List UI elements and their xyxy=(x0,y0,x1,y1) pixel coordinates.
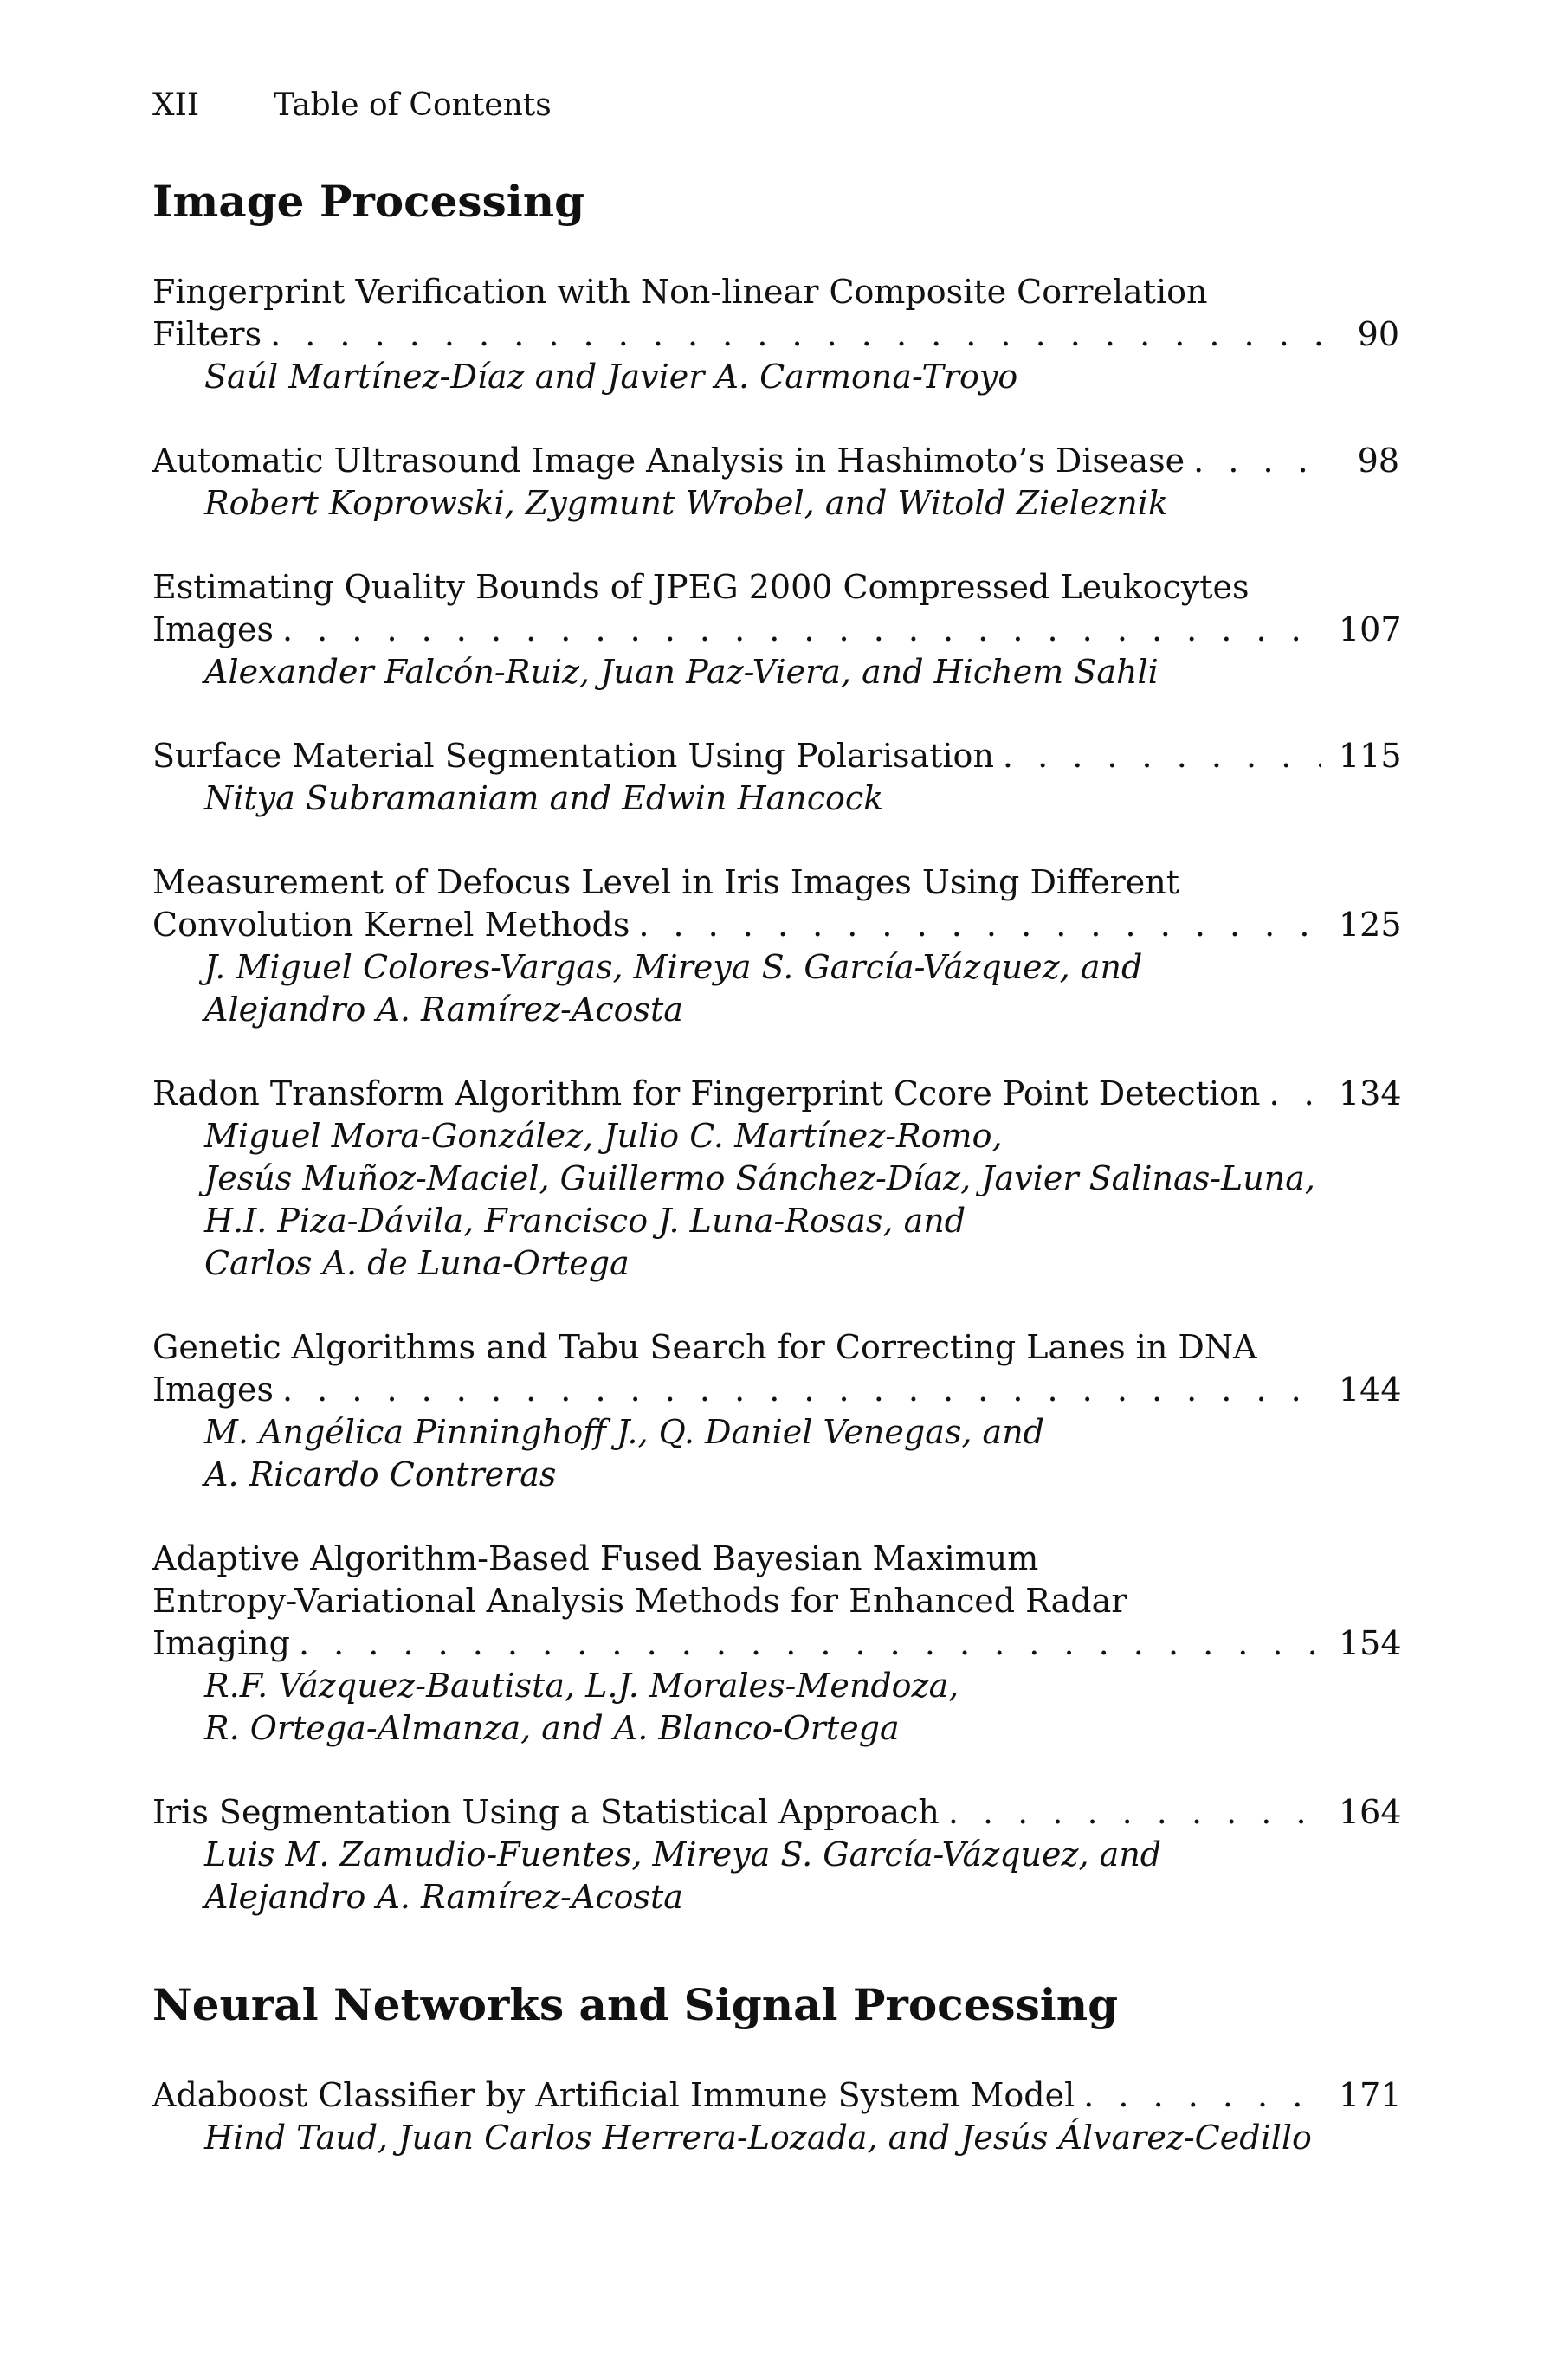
entry-title-line: Adaptive Algorithm-Based Fused Bayesian Maximum xyxy=(152,1539,1039,1578)
author-line: Miguel Mora-González, Julio C. Martínez-Romo, xyxy=(204,1117,1003,1156)
dot-leader xyxy=(270,313,1321,356)
entry-title-last-line xyxy=(152,609,1402,651)
author-line: Robert Koprowski, Zygmunt Wrobel, and Witold Zieleznik xyxy=(204,484,1168,523)
header-page-number: XII xyxy=(152,87,200,123)
dot-leader xyxy=(1269,1073,1321,1115)
entry-title-text: Radon Transform Algorithm for Fingerprint Ccore Point Detection xyxy=(152,1074,1261,1113)
entry-authors xyxy=(152,482,1399,525)
entry-title-last-line xyxy=(152,2074,1402,2117)
toc-entry[interactable] xyxy=(152,566,1402,693)
dot-leader xyxy=(1193,440,1321,482)
toc-entry[interactable] xyxy=(152,2074,1402,2159)
entry-title-text: Automatic Ultrasound Image Analysis in Hashimoto’s Disease xyxy=(152,442,1185,481)
entry-title-last-line xyxy=(152,1369,1402,1411)
dot-leader xyxy=(1003,735,1321,777)
toc-entry[interactable] xyxy=(152,1791,1402,1919)
toc-entry[interactable] xyxy=(152,861,1402,1031)
toc-entry[interactable] xyxy=(152,1326,1402,1496)
entry-authors xyxy=(152,2117,1399,2159)
entry-title-last-line xyxy=(152,313,1399,356)
section-title: Image Processing xyxy=(152,176,585,228)
author-line: Nitya Subramaniam and Edwin Hancock xyxy=(204,779,884,818)
entry-title-last-line xyxy=(152,1791,1402,1834)
entry-page-number: 164 xyxy=(1339,1793,1402,1832)
entry-title-last-line xyxy=(152,904,1402,946)
entry-page-number: 90 xyxy=(1357,315,1399,354)
entry-authors xyxy=(152,356,1399,398)
entry-title-line: Fingerprint Verification with Non-linear Composite Correlation xyxy=(152,273,1208,312)
entry-authors xyxy=(152,1411,1399,1496)
dot-leader xyxy=(948,1791,1321,1834)
author-line: A. Ricardo Contreras xyxy=(204,1455,557,1494)
entry-page-number: 125 xyxy=(1339,906,1402,945)
entry-authors xyxy=(152,1115,1399,1285)
toc-entry[interactable] xyxy=(152,271,1399,398)
dot-leader xyxy=(299,1622,1321,1665)
author-line: Luis M. Zamudio-Fuentes, Mireya S. García-Vázquez, and xyxy=(204,1835,1162,1874)
entry-title-line: Entropy-Variational Analysis Methods for Enhanced Radar xyxy=(152,1582,1127,1621)
author-line: Hind Taud, Juan Carlos Herrera-Lozada, and Jesús Álvarez-Cedillo xyxy=(204,2119,1312,2157)
header-running-title: Table of Contents xyxy=(274,87,552,123)
entry-title-last-line xyxy=(152,440,1399,482)
entry-authors xyxy=(152,946,1399,1031)
toc-entry[interactable] xyxy=(152,1073,1402,1285)
entry-page-number: 107 xyxy=(1339,610,1402,649)
entry-title-text: Images xyxy=(152,610,274,649)
entry-authors xyxy=(152,1665,1399,1750)
entry-page-number: 115 xyxy=(1339,737,1402,776)
running-header xyxy=(152,87,1399,124)
entry-title-line: Genetic Algorithms and Tabu Search for Correcting Lanes in DNA xyxy=(152,1328,1257,1367)
section-title: Neural Networks and Signal Processing xyxy=(152,1979,1119,2031)
entry-title-text: Imaging xyxy=(152,1624,290,1663)
entry-title-last-line xyxy=(152,1073,1402,1115)
entry-authors xyxy=(152,1834,1399,1919)
author-line: J. Miguel Colores-Vargas, Mireya S. García-Vázquez, and xyxy=(204,948,1143,987)
toc-entry[interactable] xyxy=(152,735,1402,820)
toc-body xyxy=(152,176,1402,2159)
dot-leader xyxy=(1083,2074,1321,2117)
author-line: Alexander Falcón-Ruiz, Juan Paz-Viera, and Hichem Sahli xyxy=(204,653,1159,692)
entry-title-text: Convolution Kernel Methods xyxy=(152,906,630,945)
entry-title-text: Filters xyxy=(152,315,262,354)
entry-title-line: Estimating Quality Bounds of JPEG 2000 Compressed Leukocytes xyxy=(152,568,1250,607)
entry-title-text: Iris Segmentation Using a Statistical Approach xyxy=(152,1793,940,1832)
entry-title-last-line xyxy=(152,735,1402,777)
entry-page-number: 171 xyxy=(1339,2076,1402,2115)
dot-leader xyxy=(282,609,1321,651)
entry-title-text: Images xyxy=(152,1371,274,1409)
entry-title-line: Measurement of Defocus Level in Iris Images Using Different xyxy=(152,863,1179,902)
entry-authors xyxy=(152,777,1399,820)
author-line: Jesús Muñoz-Maciel, Guillermo Sánchez-Díaz, Javier Salinas-Luna, xyxy=(204,1159,1315,1198)
author-line: H.I. Piza-Dávila, Francisco J. Luna-Rosas, and xyxy=(204,1202,966,1241)
author-line: R. Ortega-Almanza, and A. Blanco-Ortega xyxy=(204,1709,900,1748)
author-line: Saúl Martínez-Díaz and Javier A. Carmona-Troyo xyxy=(204,358,1018,397)
toc-entry[interactable] xyxy=(152,1538,1402,1750)
entry-page-number: 144 xyxy=(1339,1371,1402,1409)
toc-entry[interactable] xyxy=(152,440,1399,525)
author-line: Carlos A. de Luna-Ortega xyxy=(204,1244,630,1283)
entry-page-number: 154 xyxy=(1339,1624,1402,1663)
dot-leader xyxy=(282,1369,1321,1411)
author-line: R.F. Vázquez-Bautista, L.J. Morales-Mendoza, xyxy=(204,1667,959,1706)
entry-page-number: 134 xyxy=(1339,1074,1402,1113)
entry-authors xyxy=(152,651,1399,693)
entry-page-number: 98 xyxy=(1357,442,1399,481)
toc-page xyxy=(152,87,1402,2201)
author-line: Alejandro A. Ramírez-Acosta xyxy=(204,990,683,1029)
entry-title-text: Adaboost Classifier by Artificial Immune System Model xyxy=(152,2076,1075,2115)
author-line: M. Angélica Pinninghoff J., Q. Daniel Venegas, and xyxy=(204,1413,1045,1452)
dot-leader xyxy=(638,904,1321,946)
entry-title-last-line xyxy=(152,1622,1402,1665)
author-line: Alejandro A. Ramírez-Acosta xyxy=(204,1878,683,1917)
entry-title-text: Surface Material Segmentation Using Polarisation xyxy=(152,737,994,776)
